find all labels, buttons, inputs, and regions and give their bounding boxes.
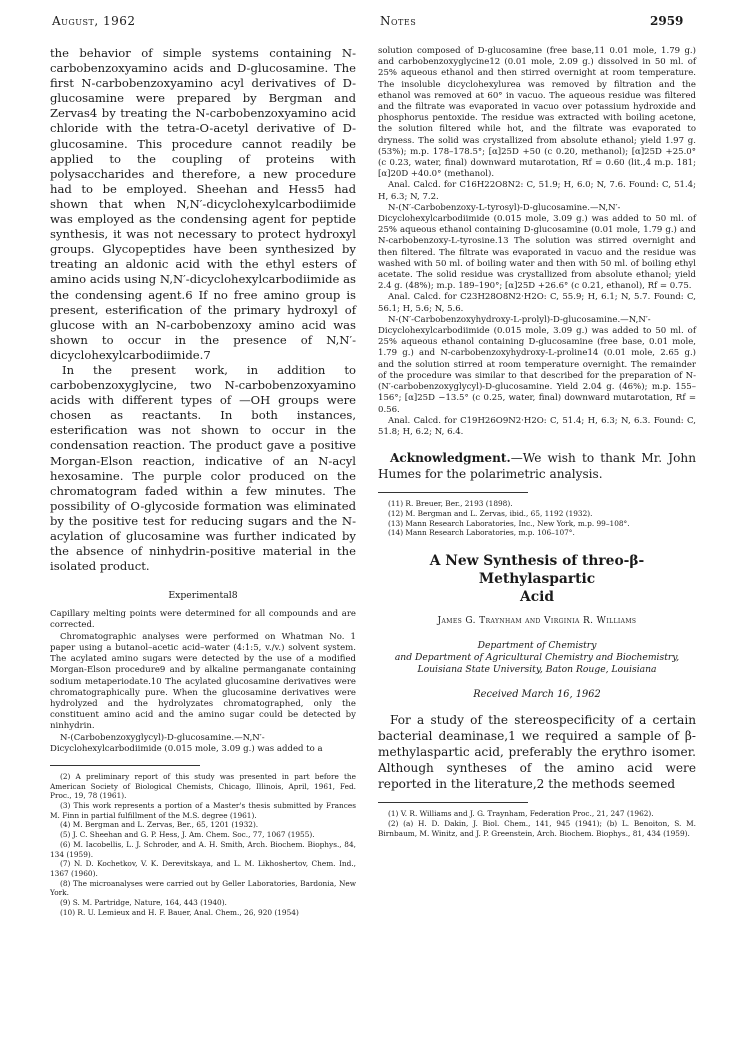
page-number: 2959 — [650, 14, 684, 28]
procedure-glycyl: solution composed of D-glucosamine (free base,11 0.01 mole, 1.79 g.) and carbobenzoxyglycine12 (0.01 mole, 2.09 g.) dissolved in 50 ml. of 25% aqueous ethanol and then stirred overnight at room temperature. The insoluble dicyclohexylurea was removed by filtration and the ethanol was removed at 60° in vacuo. The aqueous residue was filtered and the filtrate was evaporated in vacuo over potassium hydroxide and phosphorus pentoxide. The residue was extracted with boiling acetone, the solution filtered while hot, and the filtrate was evaporated to dryness. The solid was crystallized from absolute ethanol; yield 1.97 g. (53%); m.p. 178–178.5°; [α]25D +50 (c 0.20, methanol); [α]25D +25.0° (c 0.23, water, final) downward mutarotation, Rf = 0.60 (lit.,4 m.p. 181; [α]20D +40.0° (methanol). — [378, 46, 696, 180]
footnote-divider — [378, 492, 528, 493]
article-affiliation — [378, 640, 696, 675]
intro-paragraph-2: In the present work, in addition to carbobenzoxyglycine, two N-carbobenzoxyamino acids with different types of —OH groups were chosen as reactants. In both instances, esterification was not shown to occur in the condensation reaction. The product gave a positive Morgan-Elson reaction, indicative of an N-acyl hexosamine. The purple color produced on the chromatogram faded within a few minutes. The possibility of O-glycoside formation was eliminated by the positive test for reducing sugars and the N-acylation of glucosamine was further indicated by the absence of ninhydrin-positive material in the isolated product. — [50, 362, 356, 574]
footnote: (3) This work represents a portion of a Master's thesis submitted by Frances M. Finn in partial fulfillment of the M.S. degree (1961). — [50, 801, 356, 820]
footnote: (5) J. C. Sheehan and G. P. Hess, J. Am. Chem. Soc., 77, 1067 (1955). — [60, 830, 315, 840]
article-body: For a study of the stereospecificity of a certain bacterial deaminase,1 we required a sample of β-methylaspartic acid, preferably the erythro isomer. Although syntheses of the amino acid were reported in the literature,2 the methods seemed — [378, 713, 696, 792]
affiliation-line: Department of Chemistry — [477, 639, 597, 651]
analysis-glycyl: Anal. Calcd. for C16H22O8N2: C, 51.9; H, 6.0; N, 7.6. Found: C, 51.4; H, 6.3; N, 7.2. — [378, 180, 696, 202]
footnote: (13) Mann Research Laboratories, Inc., New York, m.p. 99–108°. — [388, 518, 630, 528]
article-authors: James G. Traynham and Virginia R. Williams — [437, 615, 637, 626]
footnote: (12) M. Bergman and L. Zervas, ibid., 65, 1192 (1932). — [388, 508, 593, 518]
intro-paragraph-1: the behavior of simple systems containing N-carbobenzoxyamino acids and D-glucosamine. The first N-carbobenzoxyamino acyl derivatives of D-glucosamine were prepared by Bergman and Zervas4 by treating the N-carbobenzoxyamino acid chloride with the tetra-O-acetyl derivative of D-glucosamine. This procedure cannot readily be applied to the coupling of proteins with polysaccharides and therefore, a new procedure had to be employed. Sheehan and Hess5 had shown that when N,N′-dicyclohexylcarbodiimide was employed as the condensing agent for peptide synthesis, it was not necessary to protect hydroxyl groups. Glycopeptides have been synthesized by treating an aldonic acid with the ethyl esters of amino acids using N,N′-dicyclohexylcarbodiimide as the condensing agent.6 If no free amino group is present, esterification of the primary hydroxyl of glucose with an N-carbobenzoxy amino acid was shown to occur in the presence of N,N′-dicyclohexylcarbodiimide.7 — [50, 46, 356, 362]
received-date: Received March 16, 1962 — [473, 689, 601, 701]
footnote: (6) M. Iacobellis, L. J. Schroder, and A. H. Smith, Arch. Biochem. Biophys., 84, 134 (1959). — [50, 839, 356, 859]
footnote: (9) S. M. Partridge, Nature, 164, 443 (1940). — [60, 898, 227, 908]
introduction-text — [50, 46, 356, 574]
footnote: (2) A preliminary report of this study was presented in part before the American Society of Biological Chemists, Chicago, Illinois, April, 1961, Fed. Proc., 19, 78 (1961). — [50, 771, 356, 801]
footnote: (4) M. Bergman and L. Zervas, Ber., 65, 1201 (1932). — [60, 820, 259, 830]
acknowledgment-heading: Acknowledgment. — [390, 451, 511, 466]
footnote-divider — [50, 765, 200, 766]
affiliation-line: Louisiana State University, Baton Rouge, Louisiana — [417, 663, 657, 675]
running-header-section: Notes — [380, 14, 417, 28]
experimental-continued — [378, 46, 696, 438]
running-header-date: August, 1962 — [52, 14, 136, 28]
footnote: (2) (a) H. D. Dakin, J. Biol. Chem., 141, 945 (1941); (b) L. Benoiton, S. M. Birnbaum, M. Winitz, and J. P. Greenstein, Arch. Biochem. Biophys., 81, 434 (1959). — [378, 819, 696, 838]
right-column — [378, 46, 696, 838]
footnote: (7) N. D. Kochetkov, V. K. Derevitskaya, and L. M. Likhoshertov, Chem. Ind., 1367 (1960). — [50, 859, 356, 878]
footnotes-right — [378, 499, 696, 538]
left-column — [50, 46, 356, 917]
footnote: (10) R. U. Lemieux and H. F. Bauer, Anal. Chem., 26, 920 (1954) — [60, 907, 299, 917]
affiliation-line: and Department of Agricultural Chemistry and Biochemistry, — [394, 651, 680, 663]
acknowledgment — [378, 450, 696, 482]
footnotes-left — [50, 772, 356, 918]
experimental-paragraph-2: Chromatographic analyses were performed on Whatman No. 1 paper using a butanol–acetic acid–water (4:1:5, v./v.) solvent system. The acylated amino sugars were detected by the use of a modified Morgan-Elson procedure9 and by alkaline permanganate containing sodium metaperiodate.10 The acylated glucosamine derivatives were chromatographically pure. When the glucosamine derivatives were hydrolyzed and the hydrolyzates chromatographed, only the constituent amino acid and the amino sugar could be detected by ninhydrin. — [50, 631, 356, 732]
experimental-heading: Experimental8 — [168, 590, 238, 602]
procedure-prolyl: N-(N′-Carbobenzoxyhydroxy-L-prolyl)-D-glucosamine.—N,N′-Dicyclohexylcarbodiimide (0.015 mole, 3.09 g.) was added to 50 ml. of 25% aqueous ethanol containing D-glucosamine (free base, 0.01 mole, 1.79 g.) and N-carbobenzoxyhydroxy-L-proline14 (0.01 mole, 2.65 g.) and the solution stirred at room temperature overnight. The remainder of the procedure was similar to that described for the preparation of N-(N′-carbobenzoxyglycyl)-D-glucosamine. Yield 2.04 g. (46%); m.p. 155–156°; [α]25D −13.5° (c 0.25, water, final) downward mutarotation, Rf = 0.56. — [378, 314, 696, 415]
experimental-paragraph-1: Capillary melting points were determined for all compounds and are corrected. — [50, 609, 356, 631]
analysis-prolyl: Anal. Calcd. for C19H26O9N2·H2O: C, 51.4; H, 6.3; N, 6.3. Found: C, 51.8; H, 6.2; N, 6.4. — [378, 415, 696, 437]
article-title — [378, 552, 696, 606]
footnote: (1) V. R. Williams and J. G. Traynham, Federation Proc., 21, 247 (1962). — [388, 809, 654, 819]
procedure-tyrosyl: N-(N′-Carbobenzoxy-L-tyrosyl)-D-glucosamine.—N,N′-Dicyclohexylcarbodiimide (0.015 mole, 3.09 g.) was added to 50 ml. of 25% aqueous ethanol containing D-glucosamine (0.01 mole, 1.79 g.) and N-carbobenzoxy-L-tyrosine.13 The solution was stirred overnight and then filtered. The filtrate was evaporated in vacuo and the residue was washed with 50 ml. of boiling water and then with 50 ml. of boiling ethyl acetate. The solid residue was crystallized from absolute ethanol; yield 2.4 g. (48%); m.p. 189–190°; [α]25D +26.6° (c 0.21, ethanol), Rf = 0.75. — [378, 202, 696, 292]
footnote-divider — [378, 802, 528, 803]
article-footnotes — [378, 809, 696, 838]
footnote: (11) R. Breuer, Ber., 2193 (1898). — [388, 499, 513, 509]
acknowledgment-text: —We wish to thank Mr. John Humes for the polarimetric analysis. — [378, 451, 696, 482]
analysis-tyrosyl: Anal. Calcd. for C23H28O8N2·H2O: C, 55.9; H, 6.1; N, 5.7. Found: C, 56.1; H, 5.6; N, 5.6. — [378, 292, 696, 314]
footnote: (8) The microanalyses were carried out by Geller Laboratories, Bardonia, New York. — [50, 878, 356, 898]
footnote: (14) Mann Research Laboratories, m.p. 106–107°. — [388, 528, 575, 538]
experimental-paragraph-3: N-(Carbobenzoxyglycyl)-D-glucosamine.—N,N′-Dicyclohexylcarbodiimide (0.015 mole, 3.09 g.) was added to a — [50, 732, 323, 754]
experimental-text — [50, 609, 356, 755]
article-title-line-2: Acid — [520, 588, 554, 605]
article-title-line-1: A New Synthesis of threo-β-Methylaspartic — [429, 552, 645, 587]
